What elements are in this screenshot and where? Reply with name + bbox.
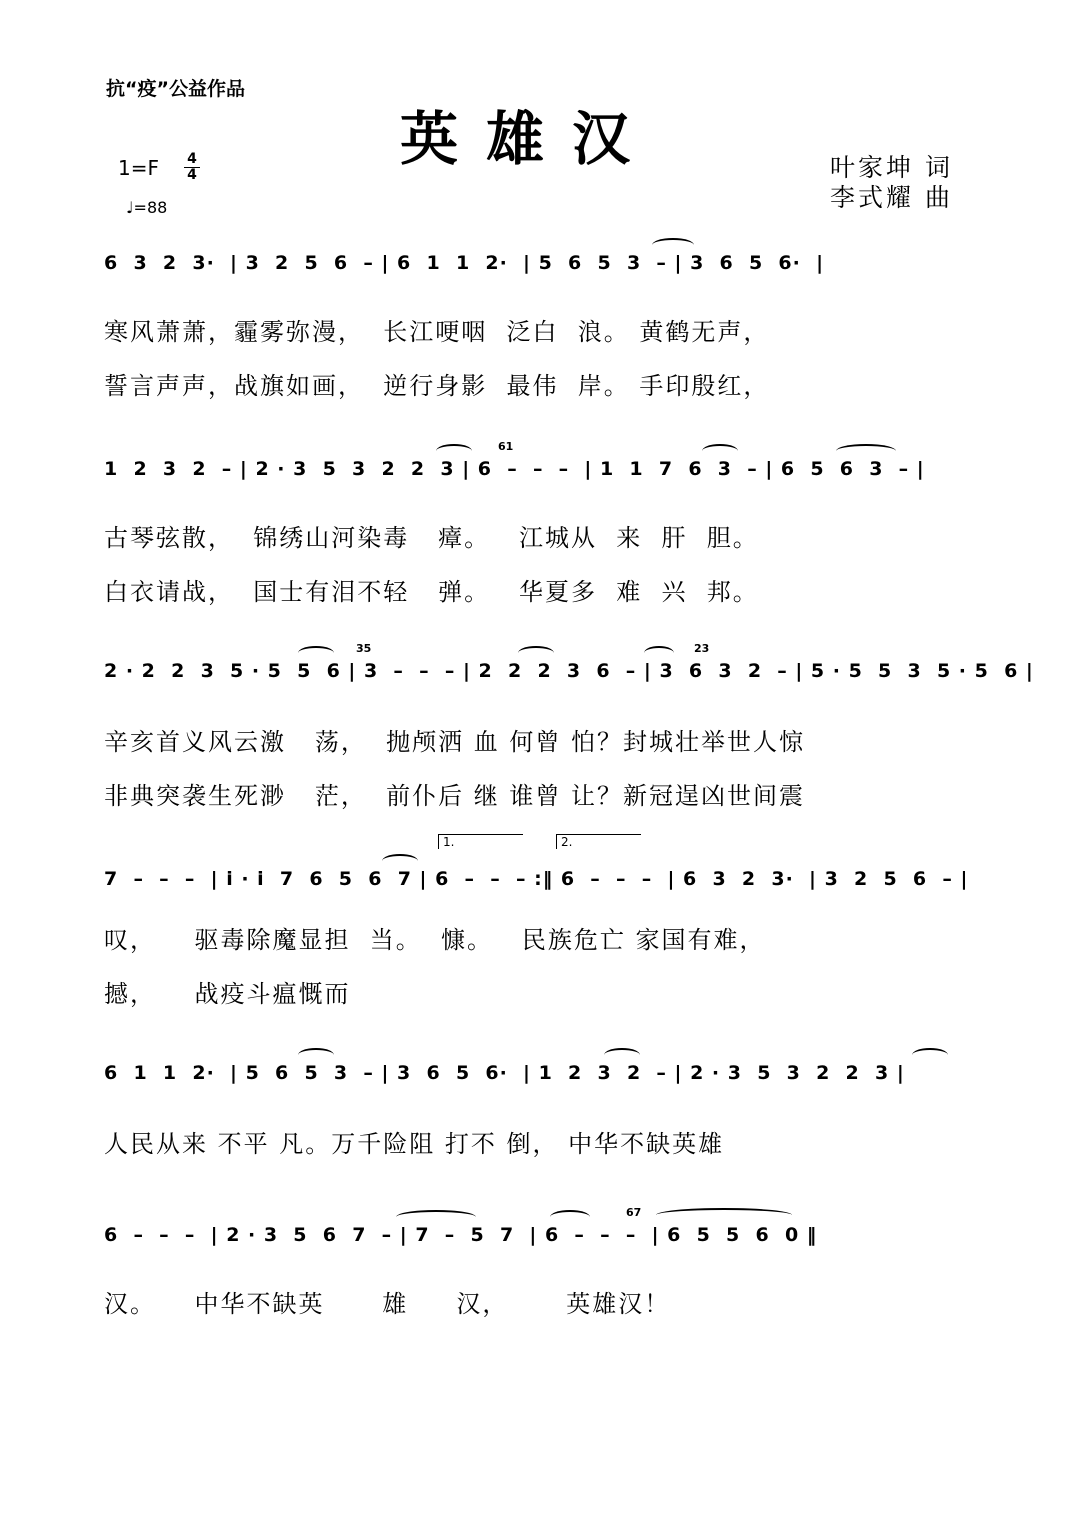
lyric-verse-1-row-3: 辛亥首义风云激 荡， 抛颅洒 血 何曾 怕？封城壮举世人惊 (104, 728, 806, 756)
slur-mark (550, 1210, 590, 1224)
lyric-verse-1-row-2: 古琴弦散， 锦绣山河染毒 瘴。 江城从 来 肝 胆。 (104, 524, 759, 552)
notation-row-3: 2 · 2 2 3 5 · 5 5 6 | 3 – – – | 2 2 2 3 6 – | 3 6 3 2 – | 5 · 5 5 3 5 · 5 6 | (104, 660, 1034, 682)
slur-mark (702, 444, 738, 458)
grace-note: 67 (626, 1206, 642, 1219)
volta-first-ending: 1. (438, 834, 523, 849)
slur-mark (644, 646, 674, 660)
grace-note: 23 (694, 642, 710, 655)
notation-row-6: 6 – – – | 2 · 3 5 6 7 – | 7 – 5 7 | 6 – – – | 6 5 5 6 0 ‖ (104, 1224, 818, 1246)
slur-mark (518, 646, 554, 660)
lyric-verse-2-row-3: 非典突袭生死渺 茫， 前仆后 继 谁曾 让？新冠逞凶世间震 (104, 782, 806, 810)
volta-second-ending: 2. (556, 834, 641, 849)
slur-mark (298, 1048, 334, 1062)
slur-mark (298, 646, 334, 660)
grace-note: 35 (356, 642, 372, 655)
lyricist-credit: 叶家坤 词 (830, 153, 953, 182)
lyric-verse-1-row-6: 汉。 中华不缺英 雄 汉， 英雄汉！ (104, 1290, 671, 1318)
time-signature-top: 4 (187, 151, 197, 167)
slur-mark (912, 1048, 948, 1062)
notation-row-1: 6 3 2 3· | 3 2 5 6 – | 6 1 1 2· | 5 6 5 3 – | 3 6 5 6· | (104, 252, 825, 274)
notation-row-5: 6 1 1 2· | 5 6 5 3 – | 3 6 5 6· | 1 2 3 2 – | 2 · 3 5 3 2 2 3 | (104, 1062, 905, 1084)
slur-mark (396, 1210, 476, 1224)
time-signature-bottom: 4 (187, 167, 197, 183)
slur-mark (436, 444, 472, 458)
slur-mark (604, 1048, 640, 1062)
grace-note: 61 (498, 440, 514, 453)
slur-mark (382, 854, 418, 868)
slur-mark (652, 238, 694, 252)
key-signature: 1=F (118, 156, 159, 180)
lyric-verse-1-row-5: 人民从来 不平 凡。万千险阻 打不 倒， 中华不缺英雄 (104, 1130, 725, 1158)
slur-mark (656, 1208, 792, 1222)
tempo-marking: ♩=88 (126, 198, 168, 217)
time-signature (184, 152, 200, 183)
lyric-verse-2-row-4: 撼， 战疫斗瘟慨而 (104, 980, 351, 1008)
header-tag: 抗“疫”公益作品 (106, 78, 245, 100)
composer-credit: 李式耀 曲 (830, 183, 953, 212)
notation-row-2: 1 2 3 2 – | 2 · 3 5 3 2 2 3 | 6 – – – | 1 1 7 6 3 – | 6 5 6 3 – | (104, 458, 925, 480)
notation-row-4: 7 – – – | i · i 7 6 5 6 7 | 6 – – – :‖ 6 – – – | 6 3 2 3· | 3 2 5 6 – | (104, 868, 969, 890)
song-title: 英雄汉 (400, 105, 659, 173)
lyric-verse-1-row-1: 寒风萧萧，霾雾弥漫， 长江哽咽 泛白 浪。 黄鹤无声， (104, 318, 770, 346)
lyric-verse-2-row-1: 誓言声声，战旗如画， 逆行身影 最伟 岸。 手印殷红， (104, 372, 770, 400)
slur-mark (836, 444, 896, 458)
lyric-verse-1-row-4: 叹， 驱毒除魔显担 当。 慷。 民族危亡 家国有难， (104, 926, 766, 954)
lyric-verse-2-row-2: 白衣请战， 国士有泪不轻 弹。 华夏多 难 兴 邦。 (104, 578, 759, 606)
